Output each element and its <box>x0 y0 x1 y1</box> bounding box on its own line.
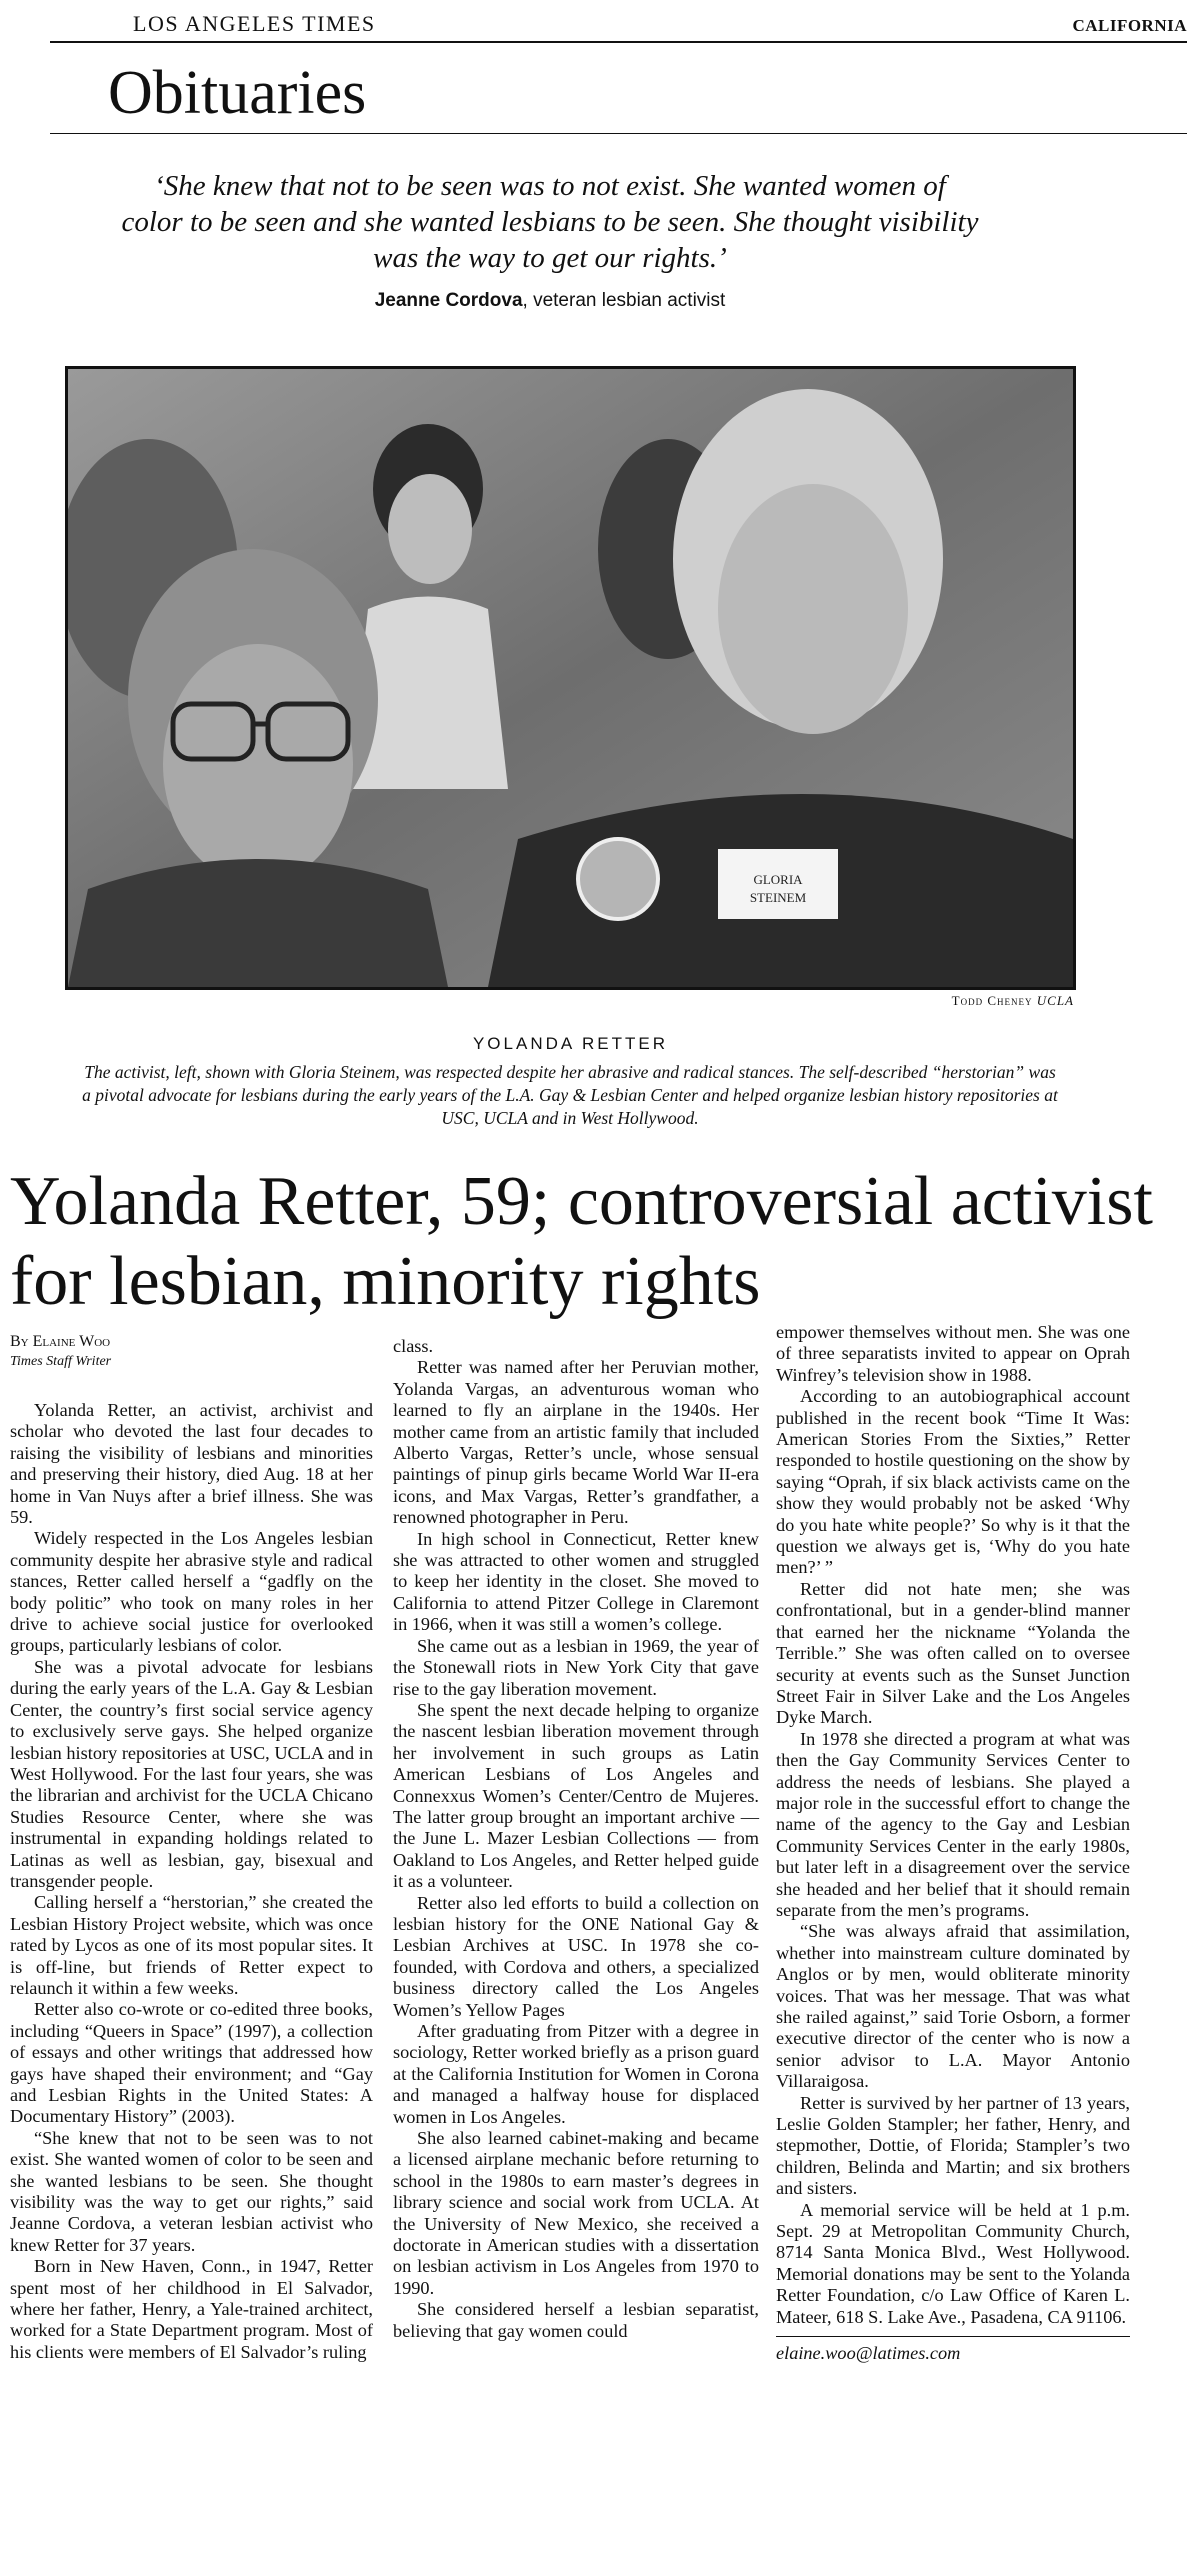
byline: By Elaine Woo <box>10 1333 111 1350</box>
paragraph: A memorial service will be held at 1 p.m. Sept. 29 at Metropolitan Community Church, 8714 Santa Monica Blvd., West Hollywood. Memorial donations may be sent to the Yolanda Retter Foundation, c/o Law Office of Karen L. Mateer, 618 S. Lake Ave., Pasadena, CA 91106. <box>776 2199 1130 2327</box>
section-name: CALIFORNIA <box>1072 16 1187 35</box>
photo-caption: The activist, left, shown with Gloria Steinem, was respected despite her abrasive and radical stances. The self-described “herstorian” was a pivotal advocate for lesbians during the early years of the L.A. Gay & Lesbian Center and helped organize lesbian history repositories at USC, UCLA and in West Hollywood. <box>82 1062 1058 1128</box>
byline-role: Times Staff Writer <box>10 1354 112 1369</box>
paragraph: Retter is survived by her partner of 13 years, Leslie Golden Stampler; her father, Henry, and stepmother, Dottie, of Florida; Stampler’s two children, Belinda and Martin; and six brothers and sisters. <box>776 2092 1130 2199</box>
quote-author: Jeanne Cordova <box>374 290 523 311</box>
name-badge-line-2: STEINEM <box>749 890 807 905</box>
end-rule <box>776 2336 1130 2337</box>
paragraph: “She knew that not to be seen was to not exist. She wanted women of color to be seen and she wanted lesbians to be seen. She thought visibility was the way to get our rights,” said Jeanne Cordova, a veteran lesbian activist who knew Retter for 37 years. <box>10 2127 373 2255</box>
photo-illustration <box>68 369 1073 987</box>
paragraph: After graduating from Pitzer with a degree in sociology, Retter worked briefly as a prison guard at the California Institution for Women in Corona and managed a halfway house for displaced women in Los Angeles. <box>393 2021 759 2127</box>
headline: Yolanda Retter, 59; controversial activist for lesbian, minority rights <box>10 1163 1153 1320</box>
retter-sweater <box>68 859 448 987</box>
author-email[interactable]: elaine.woo@latimes.com <box>776 2343 961 2364</box>
paragraph-continued: class. <box>393 1336 434 1356</box>
paragraph: In 1978 she directed a program at what was then the Gay Community Services Center to address the needs of lesbians. She played a major role in the successful effort to change the name of the agency to the Gay and Lesbian Community Services Center in the early 1980s, but later left in a disagreement over the service she headed and her belief that it should remain separate from the men’s programs. <box>776 1728 1130 1920</box>
background-woman-face <box>388 474 472 584</box>
masthead-rule <box>50 41 1187 43</box>
paragraph: She spent the next decade helping to organize the nascent lesbian liberation movement through her involvement in such groups as Latin American Lesbians of Los Angeles and Connexxus Women’s Center/Centro de Mujeres. The latter group brought an important archive — the June L. Mazer Lesbian Collections — from Oakland to Los Angeles, and Retter helped guide it as a volunteer. <box>393 1699 759 1892</box>
name-badge-line-1: GLORIA <box>753 872 803 887</box>
lgbt-center-button <box>578 839 658 919</box>
paragraph: “She was always afraid that assimilation, whether into mainstream culture dominated by Anglos or by men, would obliterate minority voices. That was her message. That was what she railed against,” said Torie Osborn, a former executive director of the center who is now a senior advisor to L.A. Mayor Antonio Villaraigosa. <box>776 1921 1130 2092</box>
article-column-1 <box>10 1400 373 2363</box>
section-title: Obituaries <box>108 59 367 127</box>
caption-kicker: YOLANDA RETTER <box>472 1034 669 1053</box>
steinem-face <box>718 484 908 734</box>
paragraph: She also learned cabinet-making and became a licensed airplane mechanic before returning to school in the 1980s to earn master’s degrees in library science and social work from UCLA. At the University of New Mexico, she received a doctorate in American studies with a dissertation on lesbian activism in Los Angeles from 1970 to 1990. <box>393 2128 759 2298</box>
pull-quote-attribution <box>120 290 980 312</box>
pull-quote: ‘She knew that not to be seen was to not exist. She wanted women of color to be seen and she wanted lesbians to be seen. She thought visibility was the way to get our rights.’ <box>121 170 979 274</box>
article-column-2 <box>393 1336 759 2342</box>
paragraph: She came out as a lesbian in 1969, the year of the Stonewall riots in New York City that gave rise to the gay liberation movement. <box>393 1635 759 1699</box>
paragraph-continued: empower themselves without men. She was one of three separatists invited to appear on Oprah Winfrey’s television show in 1988. <box>776 1322 1130 1385</box>
article-column-3 <box>776 1322 1130 2365</box>
news-photo <box>65 366 1076 990</box>
section-rule <box>50 133 1187 134</box>
photo-credit-org: UCLA <box>1036 993 1074 1008</box>
paragraph: Calling herself a “herstorian,” she created the Lesbian History Project website, which was once rated by Lycos as one of its most popular sites. It is off-line, but friends of Retter expect to relaunch it within a few weeks. <box>10 1892 373 1998</box>
retter-face <box>163 644 353 884</box>
paragraph: Retter also co-wrote or co-edited three books, including “Queers in Space” (1997), a collection of essays and other writings that addressed how gays have shaped their environment; and “Gay and Lesbian Rights in the United States: A Documentary History” (2003). <box>10 1999 373 2127</box>
paragraph: Retter was named after her Peruvian mother, Yolanda Vargas, an adventurous woman who learned to fly an airplane in the 1940s. Her mother came from an artistic family that included Alberto Vargas, Retter’s uncle, whose sensual paintings of pinup girls became World War II-era icons, and Max Vargas, Retter’s grandfather, a renowned photographer in Peru. <box>393 1357 759 1528</box>
quote-author-role: , veteran lesbian activist <box>522 290 726 311</box>
paragraph: Retter did not hate men; she was confrontational, but in a gender-blind manner that earned her the nickname “Yolanda the Terrible.” She was often called on to oversee security at events such as the Sunset Junction Street Fair in Silver Lake and the Los Angeles Dyke March. <box>776 1578 1130 1728</box>
paragraph: In high school in Connecticut, Retter knew she was attracted to other women and struggled to keep her identity in the closet. She moved to California to attend Pitzer College in Claremont in 1966, when it was still a women’s college. <box>393 1528 759 1635</box>
newspaper-name: LOS ANGELES TIMES <box>133 11 376 36</box>
paragraph: She was a pivotal advocate for lesbians during the early years of the L.A. Gay & Lesbian Center, the country’s first social service agency to exclusively serve gays. She helped organize lesbian history repositories at USC, UCLA and in West Hollywood. For the last four years, she was the librarian and archivist for the UCLA Chicano Studies Resource Center, where she was instrumental in expanding holdings related to Latinas as well as lesbian, gay, bisexual and transgender people. <box>10 1656 373 1891</box>
photo-credit <box>952 993 1074 1009</box>
paragraph: Retter also led efforts to build a collection on lesbian history for the ONE National Gay & Lesbian Archives at USC. In 1978 she co-founded, with Cordova and others, a specialized business directory called the Los Angeles Women’s Yellow Pages <box>393 1892 759 2020</box>
photographer-name: Todd Cheney <box>951 993 1033 1008</box>
paragraph: According to an autobiographical account published in the recent book “Time It Was: American Stories From the Sixties,” Retter responded to hostile questioning on the show by saying “Oprah, if six black activists came on the show they would probably not be asked ‘Why do you hate white people?’ So why is it that the question we always get is, ‘Why do you hate men?’ ” <box>776 1386 1130 1578</box>
paragraph: She considered herself a lesbian separatist, believing that gay women could <box>393 2299 759 2341</box>
paragraph: Born in New Haven, Conn., in 1947, Retter spent most of her childhood in El Salvador, where her father, Henry, a Yale-trained architect, worked for a State Department program. Most of his clients were members of El Salvador’s ruling <box>10 2256 373 2362</box>
paragraph: Yolanda Retter, an activist, archivist and scholar who devoted the last four decades to raising the visibility of lesbians and minorities and preserving their history, died Aug. 18 at her home in Van Nuys after a brief illness. She was 59. <box>10 1400 373 1528</box>
paragraph: Widely respected in the Los Angeles lesbian community despite her abrasive style and radical stances, Retter called herself a “gadfly on the body politic” who took on many roles in her drive to achieve social justice for overlooked groups, particularly lesbians of color. <box>10 1528 373 1656</box>
